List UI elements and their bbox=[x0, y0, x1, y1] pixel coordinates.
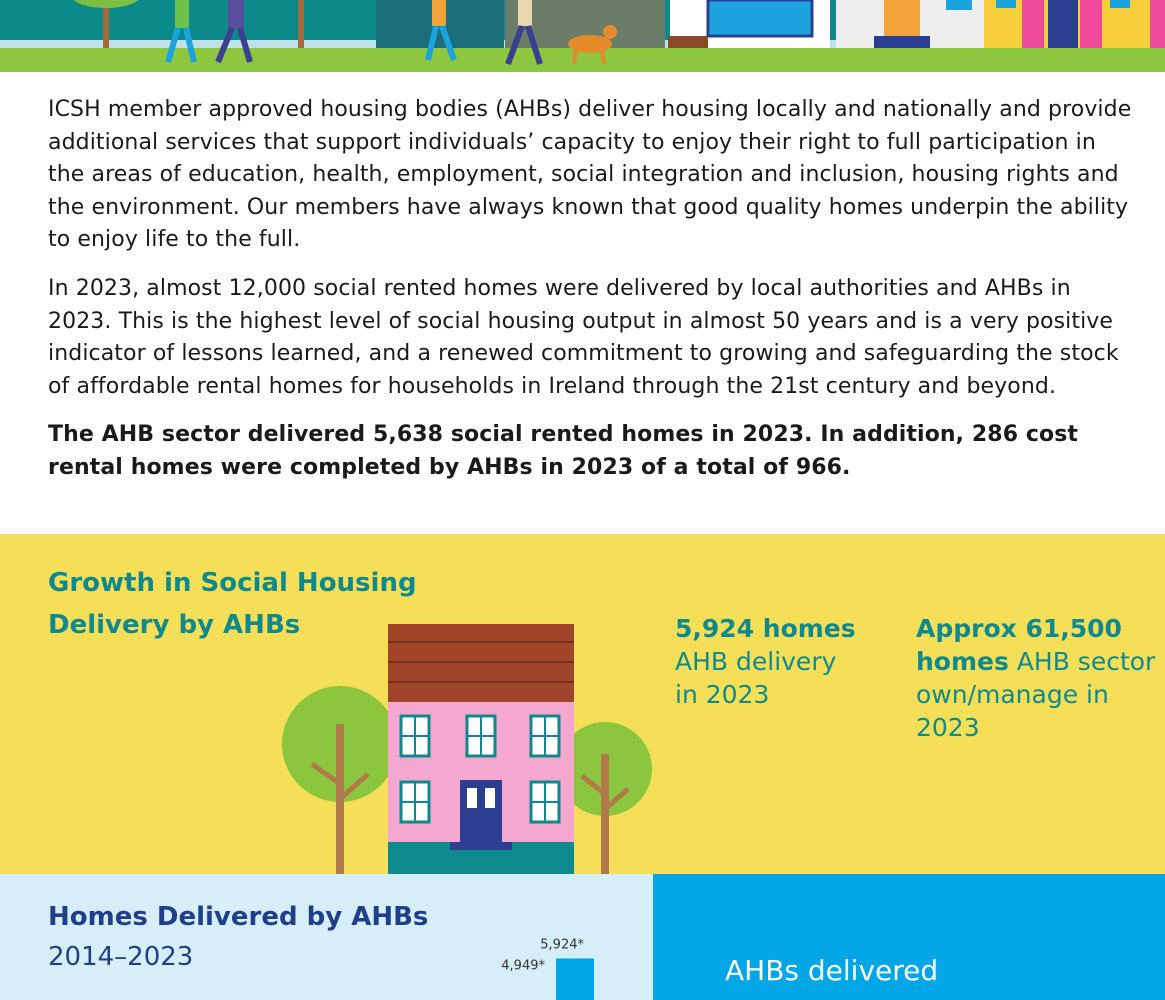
stat-text: in 2023 bbox=[675, 680, 770, 709]
ahb-delivered-panel bbox=[653, 874, 1165, 1000]
chart-title: Homes Delivered by AHBs bbox=[48, 902, 429, 932]
ahb-delivered-lead: AHBs delivered bbox=[725, 954, 939, 987]
header-illustration bbox=[0, 0, 1165, 72]
stat-highlight: Approx 61,500 bbox=[916, 614, 1122, 643]
chart-data-label: 4,949* bbox=[501, 958, 545, 974]
stat-ahb-delivery bbox=[675, 612, 875, 711]
chart-subtitle: 2014–2023 bbox=[48, 942, 194, 972]
intro-paragraph: ICSH member approved housing bodies (AHBs) deliver housing locally and nationally and provide additional services that support individuals’ capacity to enjoy their right to full participation in the areas of education, health, employment, social integration and inclusion, housing rights and the environment. Our members have always known that good quality homes underpin the ability to enjoy life to the full. bbox=[48, 97, 1132, 253]
homes-delivered-panel bbox=[0, 874, 653, 1000]
street-scene-illustration bbox=[0, 0, 1165, 72]
intro-paragraph: In 2023, almost 12,000 social rented homes were delivered by local authorities and AHBs in 2023. This is the highest level of social housing output in almost 50 years and is a very positive indicator of lessons learned, and a renewed commitment to growing and safeguarding the stock of affordable rental homes for households in Ireland through the 21st century and beyond. bbox=[48, 275, 1119, 399]
growth-title-line: Growth in Social Housing bbox=[48, 568, 417, 598]
stat-text: own/manage in bbox=[916, 680, 1109, 709]
stat-ahb-stock bbox=[916, 612, 1156, 744]
homes-bar-chart bbox=[0, 874, 653, 1000]
tree-trunk-icon bbox=[298, 0, 304, 48]
growth-title-line: Delivery by AHBs bbox=[48, 610, 301, 640]
intro-text bbox=[48, 94, 1133, 501]
tree-icon bbox=[282, 686, 398, 874]
chart-bar bbox=[556, 958, 594, 1000]
stat-highlight: 5,924 homes bbox=[675, 614, 856, 643]
intro-highlight-paragraph: The AHB sector delivered 5,638 social rented homes in 2023. In addition, 286 cost rental homes were completed by AHBs in 2023 of a total of 966. bbox=[48, 422, 1079, 480]
growth-section bbox=[0, 534, 1165, 874]
house-illustration bbox=[270, 614, 690, 874]
stat-text: 2023 bbox=[916, 713, 980, 742]
stat-text: AHB delivery bbox=[675, 647, 837, 676]
stat-text: AHB sector bbox=[1008, 647, 1156, 676]
chart-data-label: 5,924* bbox=[540, 937, 584, 953]
stat-highlight: homes bbox=[916, 647, 1009, 676]
house-icon bbox=[388, 624, 574, 874]
